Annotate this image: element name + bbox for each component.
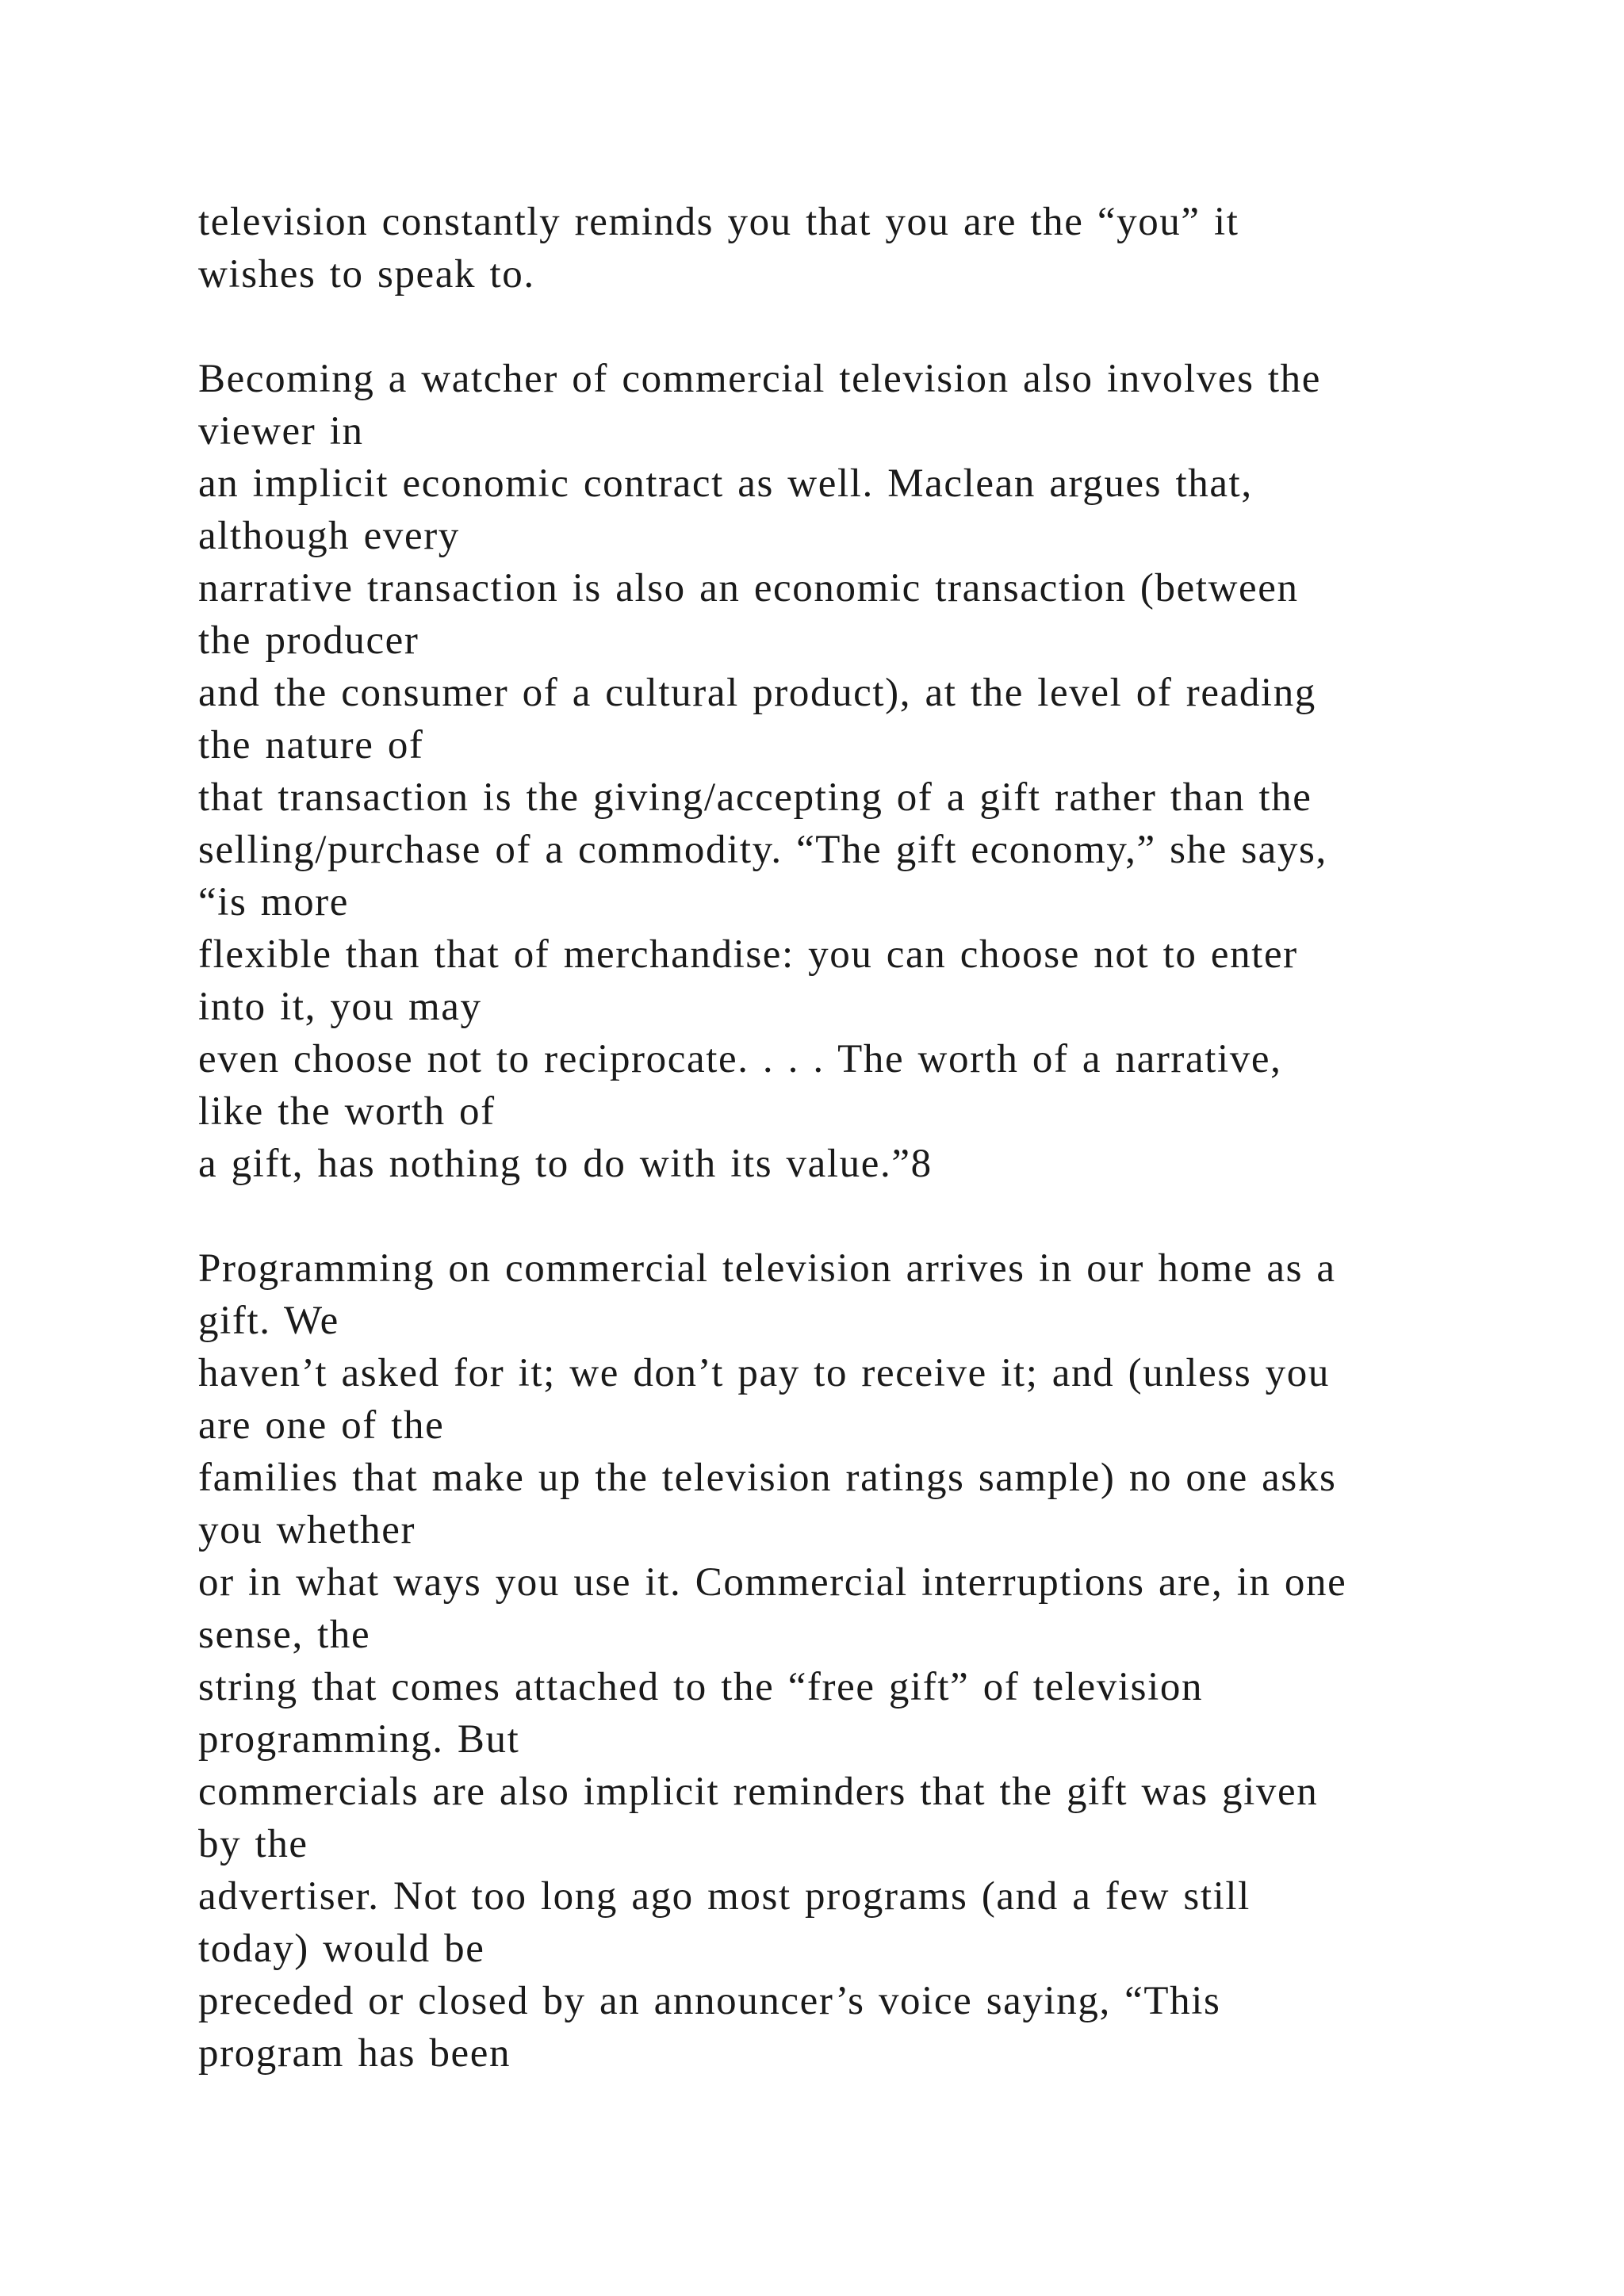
text-line: Programming on commercial television arrives in our home as a <box>198 1246 1336 1291</box>
text-line: haven’t asked for it; we don’t pay to receive it; and (unless you <box>198 1351 1330 1395</box>
text-line: flexible than that of merchandise: you can choose not to enter <box>198 932 1298 977</box>
text-line: string that comes attached to the “free gift” of television <box>198 1665 1204 1709</box>
paragraph-2 <box>198 353 1546 1190</box>
text-line: commercials are also implicit reminders that the gift was given <box>198 1770 1319 1814</box>
text-line: you whether <box>198 1508 416 1552</box>
paragraph-3 <box>198 1242 1546 2080</box>
text-line: that transaction is the giving/accepting of a gift rather than the <box>198 775 1312 820</box>
text-line: gift. We <box>198 1299 339 1343</box>
text-line: “is more <box>198 880 349 924</box>
text-line: television constantly reminds you that you are the “you” it <box>198 200 1239 244</box>
text-line: narrative transaction is also an economic transaction (between <box>198 566 1299 610</box>
text-line: sense, the <box>198 1613 371 1657</box>
text-line: or in what ways you use it. Commercial interruptions are, in one <box>198 1560 1347 1605</box>
text-line: by the <box>198 1822 308 1866</box>
text-line: into it, you may <box>198 985 482 1029</box>
paragraph-1 <box>198 196 1546 300</box>
text-line: wishes to speak to. <box>198 252 535 297</box>
text-line: a gift, has nothing to do with its value.”8 <box>198 1142 933 1186</box>
text-line: programming. But <box>198 1717 520 1762</box>
text-line: preceded or closed by an announcer’s voice saying, “This <box>198 1979 1221 2023</box>
text-line: the nature of <box>198 723 424 767</box>
text-line: advertiser. Not too long ago most programs (and a few still <box>198 1874 1251 1919</box>
text-line: viewer in <box>198 409 364 453</box>
text-line: today) would be <box>198 1927 485 1971</box>
text-line: and the consumer of a cultural product), at the level of reading <box>198 671 1316 715</box>
text-line: although every <box>198 514 460 558</box>
text-line: like the worth of <box>198 1089 496 1134</box>
text-line: an implicit economic contract as well. Maclean argues that, <box>198 461 1253 506</box>
text-line: even choose not to reciprocate. . . . The worth of a narrative, <box>198 1037 1282 1081</box>
text-line: are one of the <box>198 1403 445 1448</box>
text-line: selling/purchase of a commodity. “The gift economy,” she says, <box>198 828 1327 872</box>
text-line: the producer <box>198 618 419 663</box>
text-line: program has been <box>198 2031 511 2076</box>
text-line: Becoming a watcher of commercial television also involves the <box>198 357 1322 401</box>
text-line: families that make up the television ratings sample) no one asks <box>198 1456 1337 1500</box>
